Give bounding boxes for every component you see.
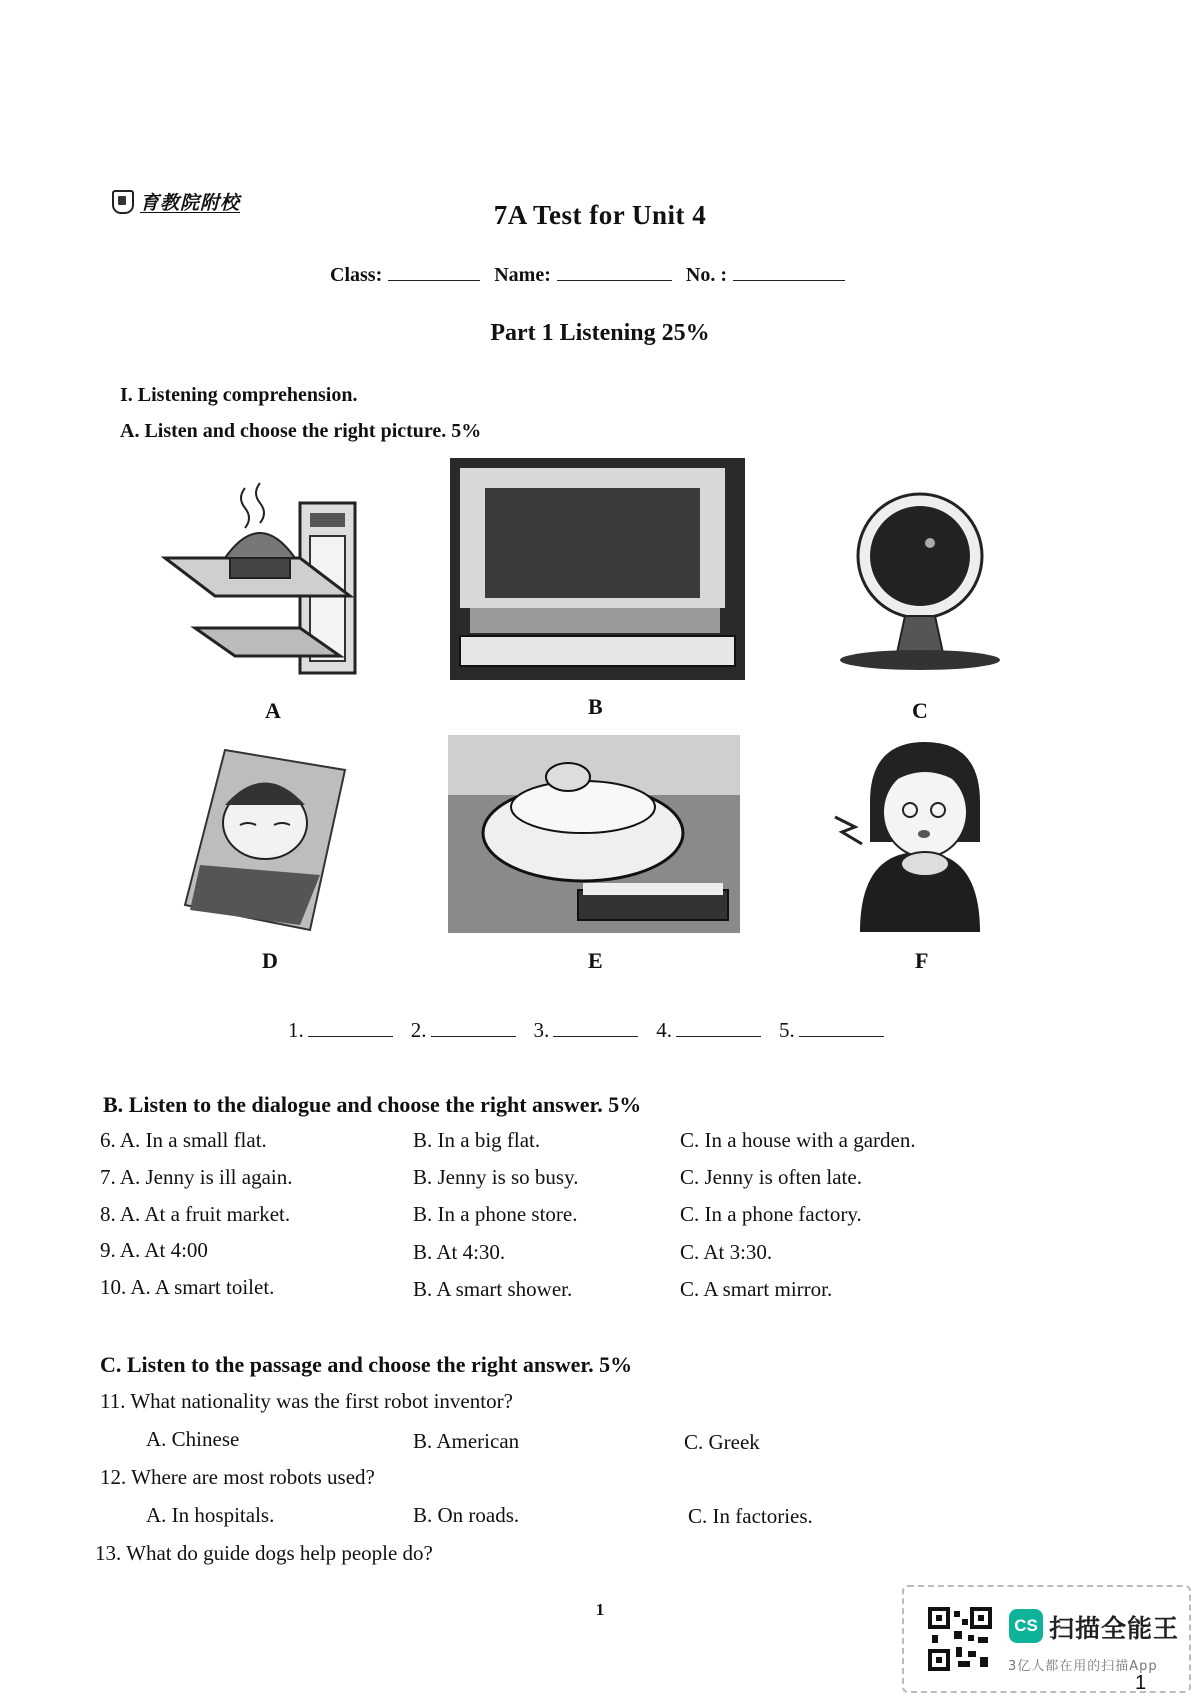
question-13-text: 13. What do guide dogs help people do? bbox=[95, 1541, 433, 1565]
class-label: Class: bbox=[330, 264, 383, 286]
section-a-heading: A. Listen and choose the right picture. 5% bbox=[120, 420, 482, 442]
number-field[interactable] bbox=[733, 262, 845, 281]
answer-blank-1[interactable]: 1. bbox=[288, 1018, 393, 1043]
robot-vacuum-icon bbox=[448, 735, 740, 933]
picture-label-b: B bbox=[588, 694, 603, 719]
school-name: 育教院附校 bbox=[140, 192, 241, 214]
picture-label-a: A bbox=[265, 698, 281, 723]
part-title: Part 1 Listening 25% bbox=[490, 320, 710, 346]
page-number: 1 bbox=[595, 1600, 605, 1619]
question-6-option-b: B. In a big flat. bbox=[413, 1128, 541, 1152]
answer-blank-5[interactable]: 5. bbox=[779, 1018, 884, 1043]
picture-label-c: C bbox=[912, 698, 928, 723]
answer-blanks bbox=[288, 1018, 884, 1043]
question-11-text: 11. What nationality was the first robot inventor? bbox=[100, 1389, 513, 1413]
question-9-option-c: C. At 3:30. bbox=[680, 1240, 773, 1264]
question-7-option-b: B. Jenny is so busy. bbox=[413, 1165, 579, 1189]
name-label: Name: bbox=[494, 264, 551, 286]
question-11-option-b: B. American bbox=[413, 1429, 520, 1453]
number-label: No. : bbox=[685, 264, 727, 286]
qr-code-icon bbox=[928, 1607, 992, 1671]
picture-label-d: D bbox=[262, 948, 278, 973]
camscanner-name: 扫描全能王 bbox=[1049, 1614, 1180, 1643]
student-info-line bbox=[330, 262, 845, 287]
question-12-option-c: C. In factories. bbox=[688, 1504, 813, 1528]
question-12-option-b: B. On roads. bbox=[413, 1503, 520, 1527]
question-6-option-c: C. In a house with a garden. bbox=[680, 1128, 916, 1152]
question-11-option-a: A. Chinese bbox=[146, 1427, 240, 1451]
camscanner-badge: CS bbox=[1009, 1609, 1043, 1643]
question-8-option-b: B. In a phone store. bbox=[413, 1202, 578, 1226]
oven-muffin-icon bbox=[160, 478, 370, 678]
camscanner-tagline: 3亿人都在用的扫描App bbox=[1008, 1659, 1158, 1674]
sore-throat-girl-icon bbox=[830, 732, 1010, 932]
question-9-option-b: B. At 4:30. bbox=[413, 1240, 506, 1264]
question-8-option-c: C. In a phone factory. bbox=[680, 1202, 862, 1226]
corner-page-number: 1 bbox=[1135, 1672, 1147, 1694]
answer-blank-3[interactable]: 3. bbox=[534, 1018, 639, 1043]
sleeping-child-icon bbox=[180, 745, 350, 935]
picture-label-e: E bbox=[588, 948, 603, 973]
question-8-option-a: 8. A. At a fruit market. bbox=[100, 1202, 291, 1226]
scanner-watermark bbox=[902, 1585, 1191, 1693]
question-7-option-a: 7. A. Jenny is ill again. bbox=[100, 1165, 293, 1189]
section-i-heading: I. Listening comprehension. bbox=[120, 384, 358, 406]
answer-blank-4[interactable]: 4. bbox=[656, 1018, 761, 1043]
page-title: 7A Test for Unit 4 bbox=[493, 200, 707, 230]
question-10-option-c: C. A smart mirror. bbox=[680, 1277, 833, 1301]
question-11-option-c: C. Greek bbox=[684, 1430, 760, 1454]
question-6-option-a: 6. A. In a small flat. bbox=[100, 1128, 267, 1152]
section-c-heading: C. Listen to the passage and choose the right answer. 5% bbox=[100, 1352, 633, 1377]
computer-monitor-icon bbox=[450, 458, 745, 680]
section-b-heading: B. Listen to the dialogue and choose the right answer. 5% bbox=[103, 1092, 642, 1117]
name-field[interactable] bbox=[557, 262, 672, 281]
question-9-option-a: 9. A. At 4:00 bbox=[100, 1238, 208, 1262]
question-12-text: 12. Where are most robots used? bbox=[100, 1465, 375, 1489]
webcam-icon bbox=[835, 488, 1005, 678]
answer-blank-2[interactable]: 2. bbox=[411, 1018, 516, 1043]
question-10-option-b: B. A smart shower. bbox=[413, 1277, 573, 1301]
picture-label-f: F bbox=[915, 948, 929, 973]
class-field[interactable] bbox=[388, 262, 480, 281]
question-10-option-a: 10. A. A smart toilet. bbox=[100, 1275, 275, 1299]
question-12-option-a: A. In hospitals. bbox=[146, 1503, 275, 1527]
question-7-option-c: C. Jenny is often late. bbox=[680, 1165, 862, 1189]
